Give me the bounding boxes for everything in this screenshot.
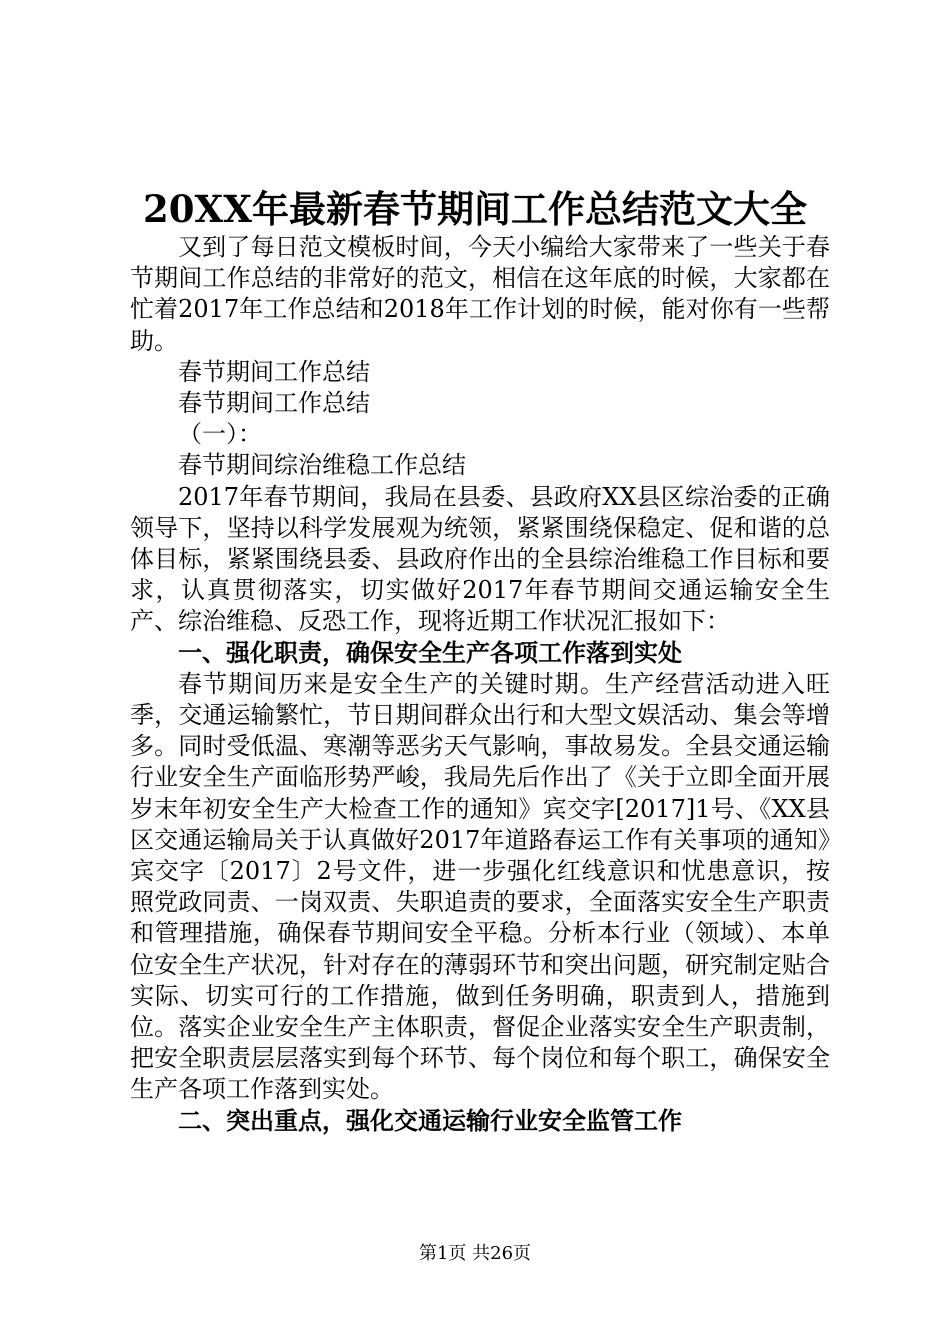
subtitle-line: 春节期间工作总结 <box>178 357 370 386</box>
body-paragraph: 2017年春节期间，我局在县委、县政府XX县区综治委的正确领导下，坚持以科学发展观为统领，紧紧围绕保稳定、促和谐的总体目标，紧紧围绕县委、县政府作出的全县综治维稳工作目标和要求，认真贯彻落实，切实做好2017年春节期间交通运输安全生产、综治维稳、反恐工作，现将近期工作状况汇报如下： <box>130 482 830 636</box>
body-paragraph: 春节期间历来是安全生产的关键时期。生产经营活动进入旺季，交通运输繁忙，节日期间群众出行和大型文娱活动、集会等增多。同时受低温、寒潮等恶劣天气影响，事故易发。全县交通运输行业安全生产面临形势严峻，我局先后作出了《关于立即全面开展岁末年初安全生产大检查工作的通知》宾交字[2017]1号、《XX县区交通运输局关于认真做好2017年道路春运工作有关事项的通知》宾交字〔2017〕2号文件，进一步强化红线意识和忧患意识，按照党政同责、一岗双责、失职追责的要求，全面落实安全生产职责和管理措施，确保春节期间安全平稳。分析本行业（领域）、本单位安全生产状况，针对存在的薄弱环节和突出问题，研究制定贴合实际、切实可行的工作措施，做到任务明确，职责到人，措施到位。落实企业安全生产主体职责，督促企业落实安全生产职责制，把安全职责层层落实到每个环节、每个岗位和每个职工，确保安全生产各项工作落到实处。 <box>130 669 830 1104</box>
section-title: 春节期间综治维稳工作总结 <box>178 451 466 480</box>
subtitle-line: 春节期间工作总结 <box>178 389 370 418</box>
intro-paragraph: 又到了每日范文模板时间，今天小编给大家带来了一些关于春节期间工作总结的非常好的范文，相信在这年底的时候，大家都在忙着2017年工作总结和2018年工作计划的时候，能对你有一些帮助。 <box>130 233 830 355</box>
document-title: 20XX年最新春节期间工作总结范文大全 <box>143 187 807 231</box>
section-heading: 二、突出重点，强化交通运输行业安全监管工作 <box>178 1106 682 1135</box>
section-heading: 一、强化职责，确保安全生产各项工作落到实处 <box>178 638 682 667</box>
document-body <box>130 232 830 1137</box>
section-number: （一）： <box>178 420 262 449</box>
page-number-footer: 第1页 共26页 <box>418 1243 532 1264</box>
